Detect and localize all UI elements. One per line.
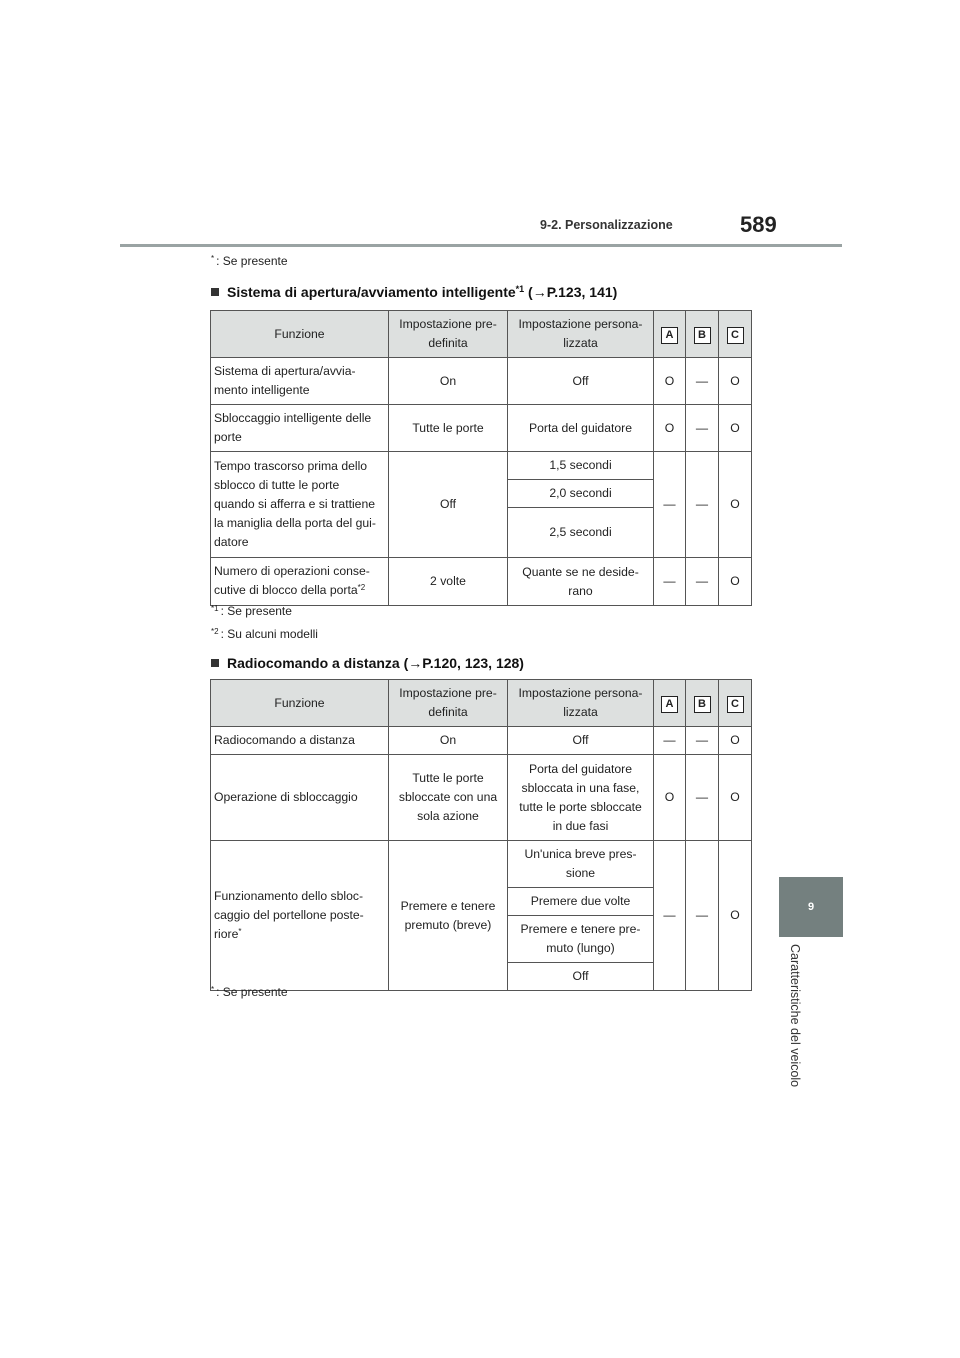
col-header-b (686, 311, 719, 358)
letter-a-icon: A (661, 696, 678, 713)
footnote-top: * : Se presente (211, 254, 288, 268)
table-row: Sistema di apertura/avvia- mento intelligente On Off O — O (211, 358, 752, 405)
letter-a-icon: A (661, 327, 678, 344)
table-row: Tempo trascorso prima dello sblocco di tutte le porte quando si afferra e si trattiene la maniglia della porta del gui- datore Off 1,5 secondi — — O (211, 452, 752, 480)
page-number: 589 (740, 212, 777, 237)
col-header-funzione: Funzione (211, 311, 389, 358)
chapter-tab: 9 (779, 877, 843, 937)
footnote-1: $^{*1}$ : Se presente (211, 604, 292, 618)
letter-b-icon: B (694, 327, 711, 344)
footnote-2: $^{*2}$ : Su alcuni modelli (211, 627, 318, 641)
section-title: 9-2. Personalizzazione (540, 218, 673, 232)
table-row: 2,5 secondi (211, 508, 752, 558)
col-header-custom: Impostazione persona- lizzata (508, 680, 654, 727)
table2-heading: Radiocomando a distanza (→P.120, 123, 128) (211, 655, 524, 671)
col-header-default: Impostazione pre- definita (389, 680, 508, 727)
table-row: Numero di operazioni conse- cutive di blocco della porta$^{*2}$ 2 volte Quante se ne deside- rano — — O (211, 558, 752, 606)
footnote-3: * : Se presente (211, 985, 288, 999)
col-header-b (686, 680, 719, 727)
col-header-a (654, 311, 686, 358)
table-row: 2,0 secondi (211, 480, 752, 508)
col-header-default: Impostazione pre- definita (389, 311, 508, 358)
letter-b-icon: B (694, 696, 711, 713)
table-row: Premere due volte (211, 888, 752, 916)
col-header-a (654, 680, 686, 727)
table1-heading: Sistema di apertura/avviamento intelligente$^{*1}$ (→P.123, 141) (211, 284, 617, 300)
table-row: Sbloccaggio intelligente delle porte Tutte le porte Porta del guidatore O — O (211, 405, 752, 452)
letter-c-icon: C (727, 696, 744, 713)
col-header-funzione: Funzione (211, 680, 389, 727)
bullet-square-icon (211, 288, 219, 296)
table-row: Radiocomando a distanza On Off — — O (211, 727, 752, 755)
col-header-custom: Impostazione persona- lizzata (508, 311, 654, 358)
table-row: Premere e tenere pre- muto (lungo) (211, 916, 752, 963)
table-intelligent-system (210, 310, 752, 606)
bullet-square-icon (211, 659, 219, 667)
col-header-c (719, 311, 752, 358)
table-remote-control (210, 679, 752, 991)
table-row: Operazione di sbloccaggio Tutte le porte sbloccate con una sola azione Porta del guidatore sbloccata in una fase, tutte le porte sbloccate in due fasi O — O (211, 755, 752, 841)
letter-c-icon: C (727, 327, 744, 344)
col-header-c (719, 680, 752, 727)
chapter-title: Caratteristiche del veicolo (788, 944, 802, 1088)
table-row: Funzionamento dello sbloc- caggio del portellone poste- riore* Premere e tenere premuto (breve) Un'unica breve pres- sione — — O (211, 841, 752, 888)
header-divider (120, 244, 842, 247)
table-row: Off (211, 963, 752, 991)
